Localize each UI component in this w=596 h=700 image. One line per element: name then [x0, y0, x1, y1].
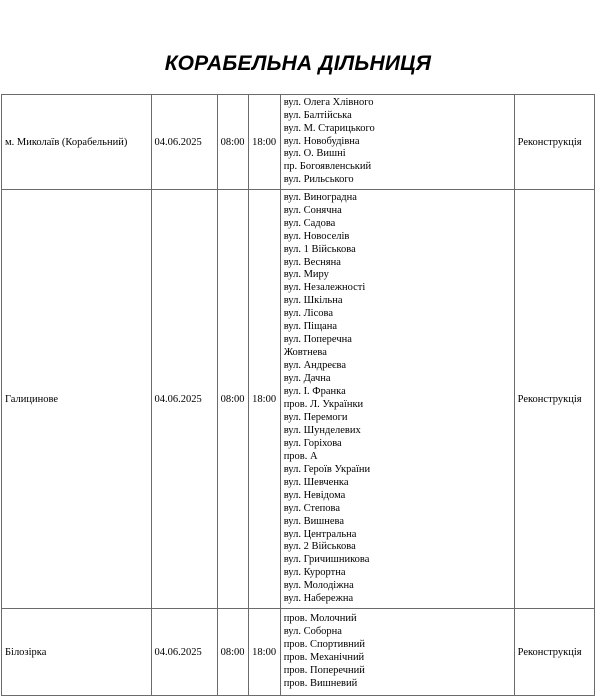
street-item: вул. Весняна: [283, 256, 341, 268]
street-item: вул. Новобудівна: [283, 135, 360, 147]
location-cell: Білозірка: [2, 609, 152, 696]
end-time-cell: 18:00: [249, 190, 281, 609]
street-item: вул. Олега Хлівного: [283, 96, 374, 108]
street-item: вул. Балтійська: [283, 109, 352, 121]
page-title: КОРАБЕЛЬНА ДІЛЬНИЦЯ: [164, 52, 432, 75]
street-item: пров. Вишневий: [283, 677, 358, 689]
outage-schedule-table: [1, 94, 595, 696]
street-item: Жовтнева: [283, 347, 327, 359]
street-item: вул. Горіхова: [283, 437, 342, 449]
street-item: пров. Механічний: [283, 652, 365, 663]
street-item: пров. Молочний: [283, 613, 357, 625]
start-time-cell: 08:00: [217, 190, 249, 609]
street-item: вул. Рильського: [283, 174, 354, 186]
street-item: вул. 2 Військова: [283, 541, 356, 553]
street-item: вул. Андреєва: [283, 360, 347, 372]
table-row: [2, 190, 595, 609]
streets-cell: [280, 95, 514, 190]
table-body: [2, 95, 595, 696]
location-cell: Галицинове: [2, 190, 152, 609]
street-item: вул. Незалежності: [283, 282, 366, 294]
street-item: вул. Гричишникова: [283, 554, 370, 566]
street-item: вул. Садова: [283, 217, 336, 229]
street-item: вул. Невідома: [283, 489, 346, 501]
street-item: вул. Молодіжна: [283, 580, 354, 592]
work-type-cell: Реконструкція: [514, 190, 594, 609]
street-item: вул. Миру: [283, 269, 329, 281]
street-item: пров. Поперечний: [283, 664, 365, 676]
start-time-cell: 08:00: [217, 95, 249, 190]
street-item: вул. Піщана: [283, 321, 338, 333]
street-item: пр. Богоявленський: [283, 161, 372, 173]
street-item: вул. Шунделевих: [283, 424, 361, 436]
street-item: вул. Вишнева: [283, 515, 345, 527]
street-item: вул. Поперечна: [283, 334, 352, 346]
date-cell: 04.06.2025: [151, 190, 217, 609]
street-item: пров. А: [283, 450, 318, 462]
street-item: вул. Перемоги: [283, 411, 348, 423]
table-row: [2, 609, 595, 696]
street-item: пров. Л. Українки: [283, 399, 364, 410]
street-item: вул. М. Старицького: [283, 122, 375, 134]
table-row: [2, 95, 595, 190]
street-item: вул. Соборна: [283, 626, 342, 638]
work-type-cell: Реконструкція: [514, 95, 594, 190]
street-item: вул. Шкільна: [283, 295, 343, 307]
street-item: вул. 1 Військова: [283, 243, 356, 255]
street-item: вул. Шевченка: [283, 476, 349, 488]
street-item: вул. Набережна: [283, 593, 354, 605]
street-item: вул. Дачна: [283, 373, 331, 385]
streets-cell: [280, 609, 514, 696]
streets-cell: [280, 190, 514, 609]
end-time-cell: 18:00: [249, 95, 281, 190]
street-item: вул. Центральна: [283, 528, 357, 540]
street-item: вул. Степова: [283, 502, 341, 514]
street-item: вул. Виноградна: [283, 191, 357, 203]
street-item: вул. Героїв України: [283, 463, 371, 475]
end-time-cell: 18:00: [249, 609, 281, 696]
date-cell: 04.06.2025: [151, 95, 217, 190]
street-item: вул. Сонячна: [283, 204, 342, 216]
street-item: вул. О. Вишні: [283, 148, 346, 160]
work-type-cell: Реконструкція: [514, 609, 594, 696]
street-item: вул. Лісова: [283, 308, 333, 320]
start-time-cell: 08:00: [217, 609, 249, 696]
street-item: пров. Спортивний: [283, 639, 366, 651]
street-item: вул. Новоселів: [283, 230, 350, 242]
location-cell: м. Миколаїв (Корабельний): [2, 95, 152, 190]
street-item: вул. Курортна: [283, 567, 346, 579]
date-cell: 04.06.2025: [151, 609, 217, 696]
street-item: вул. І. Франка: [283, 386, 346, 398]
